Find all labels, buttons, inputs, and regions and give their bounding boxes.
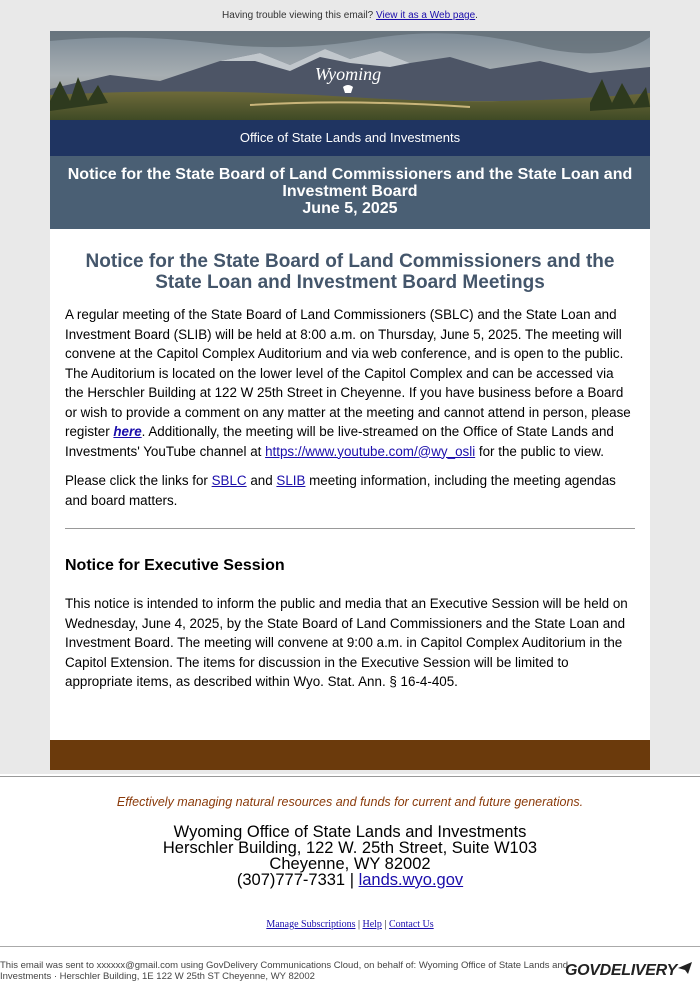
subscription-links: [0, 919, 700, 930]
meeting-heading: Notice for the State Board of Land Commissioners and the State Loan and Investment Board Meetings: [85, 251, 615, 293]
title-box: [50, 156, 650, 229]
street-address: Herschler Building, 122 W. 25th Street, Suite W103: [162, 839, 538, 857]
links-and: and: [246, 473, 277, 488]
preheader-text: Having trouble viewing this email?: [222, 10, 374, 21]
phone-number: (307)777-7331: [236, 871, 346, 889]
send-icon: [678, 962, 692, 974]
website-link[interactable]: lands.wyo.gov: [358, 871, 464, 889]
org-name: Wyoming Office of State Lands and Investments: [173, 823, 527, 841]
notice-title: Notice for the State Board of Land Commissioners and the State Loan and Investment Board: [67, 166, 633, 200]
links-text-end: meeting information, including the meeting agendas and board matters.: [65, 473, 616, 508]
meeting-paragraph: [65, 305, 635, 461]
notice-date: June 5, 2025: [302, 200, 398, 217]
meeting-text-livestream: . Additionally, the meeting will be live-streamed on the Office of State Lands and Investments' YouTube channel at: [65, 424, 614, 459]
disclaimer-text: This email was sent to xxxxxx@gmail.com using GovDelivery Communications Cloud, on behalf of: Wyoming Office of State Lands and Investments · Herschler Building, 1E 122 W 25th ST Cheyenne, WY 82002: [0, 960, 569, 982]
register-here-link[interactable]: here: [113, 424, 142, 439]
executive-session-text: This notice is intended to inform the public and media that an Executive Session will be held on Wednesday, June 4, 2025, by the State Board of Land Commissioners and the State Loan and Investment Board. The meeting will convene at 9:00 a.m. in Capitol Complex Auditorium in the Capitol Extension. The items for discussion in the Executive Session will be limited to appropriate items, as described within Wyo. Stat. Ann. § 16-4-405.: [65, 596, 628, 689]
footer-tagline: Effectively managing natural resources and funds for current and future generations.: [116, 795, 584, 809]
slib-link[interactable]: SLIB: [276, 473, 306, 488]
preheader: Having trouble viewing this email? View it as a Web page.: [222, 10, 478, 21]
email-card: [50, 31, 650, 770]
links-paragraph: [65, 471, 635, 510]
executive-session-heading: Notice for Executive Session: [65, 557, 285, 574]
view-web-page-link[interactable]: View it as a Web page: [376, 10, 476, 21]
contact-separator: |: [345, 871, 359, 889]
sblc-link[interactable]: SBLC: [211, 473, 247, 488]
bottom-divider: [0, 946, 700, 947]
govdelivery-logo[interactable]: [565, 962, 692, 980]
meeting-text: A regular meeting of the State Board of Land Commissioners (SBLC) and the State Loan and Investment Board (SLIB) will be held at 8:00 a.m. on Thursday, June 5, 2025. The meeting will convene at the Capitol Complex Auditorium and via web conference, and is open to the public. The Auditorium is located on the lower level of the Capitol Complex and can be accessed via the Herschler Building at 122 W 25th Street in Cheyenne. If you have business before a Board or wish to provide a comment on any matter at the meeting and cannot attend in person, please register: [65, 307, 631, 439]
brown-footer-bar: [50, 740, 650, 770]
footer-divider: [0, 776, 700, 777]
youtube-link[interactable]: https://www.youtube.com/@wy_osli: [265, 443, 476, 459]
link-separator: |: [381, 919, 389, 930]
help-link[interactable]: Help: [362, 919, 382, 930]
contact-line: [0, 872, 700, 888]
wyoming-logo: Wyoming: [314, 64, 382, 84]
hero-banner-image: [50, 31, 650, 120]
govdelivery-brand: GOVDELIVERY: [565, 962, 677, 979]
office-bar: Office of State Lands and Investments: [50, 120, 650, 156]
contact-us-link[interactable]: Contact Us: [388, 919, 434, 930]
link-separator: |: [355, 919, 363, 930]
manage-subscriptions-link[interactable]: Manage Subscriptions: [266, 919, 356, 930]
section-divider: [65, 528, 635, 529]
email-content: [50, 229, 650, 740]
city-address: Cheyenne, WY 82002: [269, 855, 431, 873]
links-text: Please click the links for: [65, 473, 212, 488]
meeting-text-end: for the public to view.: [475, 443, 604, 459]
footer-address: [0, 824, 700, 888]
